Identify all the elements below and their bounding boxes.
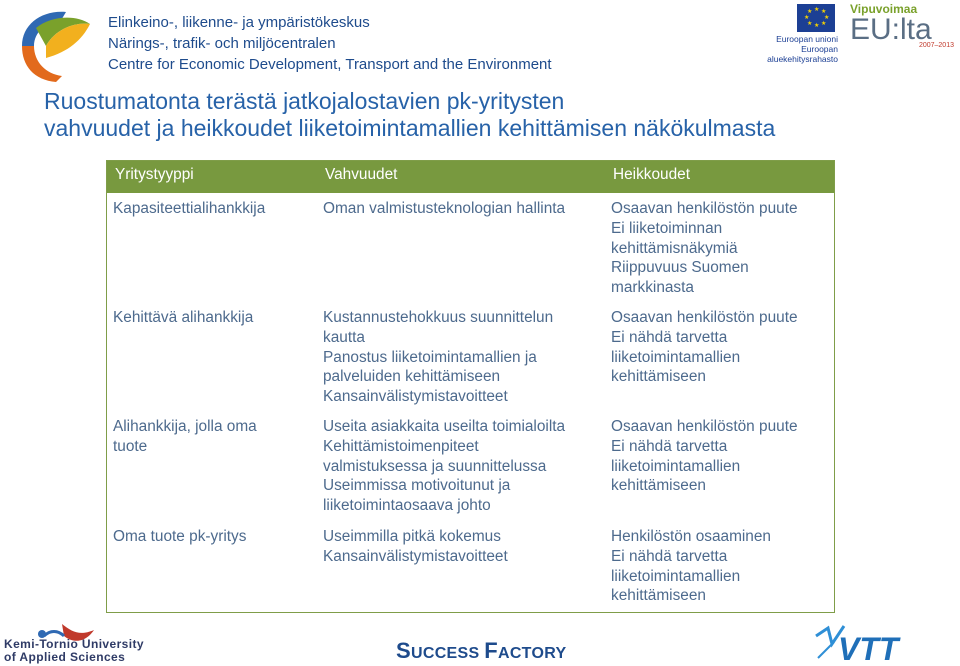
cell-line: Ei liiketoiminnan (611, 219, 723, 237)
org-name-en: Centre for Economic Development, Transport and the Environment (108, 56, 552, 73)
cell-line: Ei nähdä tarvetta (611, 547, 728, 565)
company-type-cell (107, 521, 318, 613)
header-weaknesses: Heikkoudet (605, 161, 835, 194)
table-row (107, 521, 835, 613)
vtt-logo (814, 618, 924, 664)
cell-line: Ei nähdä tarvetta (611, 437, 728, 455)
vipuvoimaa-title: Vipuvoimaa (850, 2, 918, 16)
cell-line: kehittämisnäkymiä (611, 239, 738, 257)
cell-line: Henkilöstön osaaminen (611, 527, 771, 545)
company-type-cell (107, 302, 318, 411)
cell-line: Kustannustehokkuus suunnittelun (323, 308, 554, 326)
eu-flag-icon: ★ ★ ★ ★ ★ ★ ★ ★ (797, 4, 835, 32)
cell-line: Useita asiakkaita useilta toimialoilta (323, 417, 566, 435)
cell-line: palveluiden kehittämiseen (323, 368, 501, 386)
cell-line: valmistuksessa ja suunnittelussa (323, 457, 547, 475)
cell-line: kautta (323, 328, 365, 346)
cell-line: Kapasiteettialihankkija (113, 200, 266, 217)
table-row (107, 411, 835, 521)
eu-line2: Euroopan aluekehitysrahasto (767, 44, 838, 64)
org-name-sv: Närings-, trafik- och miljöcentralen (108, 35, 336, 52)
success-factory-logo (396, 638, 566, 664)
cell-line: Oman valmistusteknologian hallinta (323, 200, 566, 217)
cell-line: Useimmissa motivoitunut ja (323, 477, 511, 495)
ely-centre-logo (16, 6, 94, 82)
cell-line: kehittämiseen (611, 368, 706, 386)
cell-line: Panostus liiketoimintamallien ja (323, 348, 537, 366)
cell-line: Ei nähdä tarvetta (611, 328, 728, 346)
vipuvoimaa-eu: EU:lta (850, 13, 932, 46)
weaknesses-cell (605, 302, 835, 411)
strengths-weaknesses-table (106, 160, 835, 613)
vipuvoimaa-years: 2007–2013 (918, 42, 954, 49)
cell-line: Oma tuote pk-yritys (113, 527, 247, 545)
table-row (107, 302, 835, 411)
sf-actory: ACTORY (497, 645, 567, 662)
cell-line: Kansainvälistymistavoitteet (323, 388, 508, 406)
cell-line: Kehittävä alihankkija (113, 308, 254, 326)
strengths-cell (317, 302, 605, 411)
cell-line: liiketoimintamallien (611, 457, 741, 475)
cell-line: Osaavan henkilöstön puute (611, 417, 798, 435)
table-row (107, 193, 835, 302)
cell-line: Osaavan henkilöstön puute (611, 308, 798, 326)
company-type-cell (107, 411, 318, 521)
org-name-fi: Elinkeino-, liikenne- ja ympäristökeskus (108, 14, 370, 31)
vipuvoimaa-logo (850, 2, 958, 49)
header-strengths: Vahvuudet (317, 161, 605, 194)
kt-line-2: of Applied Sciences (4, 650, 126, 664)
sf-f: F (484, 638, 498, 663)
weaknesses-cell (605, 521, 835, 613)
cell-line: Alihankkija, jolla oma (113, 417, 257, 435)
company-type-cell (107, 193, 318, 302)
table-header-row (107, 161, 835, 194)
header-company-type: Yritystyyppi (107, 161, 318, 194)
eu-caption (740, 34, 838, 64)
cell-line: liiketoimintamallien (611, 567, 741, 585)
weaknesses-cell (605, 193, 835, 302)
kt-line-1: Kemi-Tornio University (4, 637, 144, 651)
cell-line: Useimmilla pitkä kokemus (323, 527, 501, 545)
cell-line: markkinasta (611, 279, 694, 297)
eu-line1: Euroopan unioni (776, 34, 838, 44)
cell-line: tuote (113, 437, 148, 455)
cell-line: Riippuvuus Suomen (611, 259, 749, 277)
strengths-cell (317, 521, 605, 613)
strengths-cell (317, 411, 605, 521)
cell-line: Kansainvälistymistavoitteet (323, 547, 508, 565)
weaknesses-cell (605, 411, 835, 521)
cell-line: kehittämiseen (611, 587, 706, 605)
cell-line: liiketoimintaosaava johto (323, 497, 491, 515)
cell-line: liiketoimintamallien (611, 348, 741, 366)
page-title (44, 88, 775, 142)
title-line-2: vahvuudet ja heikkoudet liiketoimintamallien kehittämisen näkökulmasta (44, 115, 776, 141)
cell-line: kehittämiseen (611, 477, 706, 495)
sf-uccess: UCCESS (410, 645, 485, 662)
cell-line: Kehittämistoimenpiteet (323, 437, 479, 455)
sf-s: S (396, 638, 411, 663)
kemi-tornio-logo-text (4, 638, 144, 664)
org-names (108, 12, 552, 75)
strengths-cell (317, 193, 605, 302)
vtt-text: VTT (838, 631, 899, 664)
cell-line: Osaavan henkilöstön puute (611, 200, 798, 217)
title-line-1: Ruostumatonta terästä jatkojalostavien pk-yritysten (44, 88, 565, 114)
